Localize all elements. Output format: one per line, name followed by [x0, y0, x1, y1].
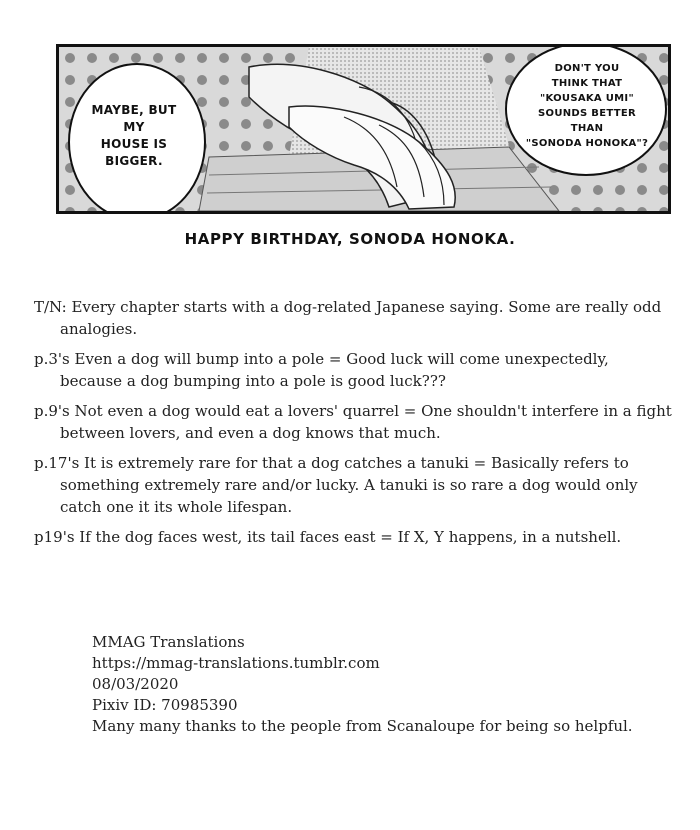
group-url: https://mmag-translations.tumblr.com [92, 654, 380, 672]
thanks-message: Many many thanks to the people from Scanaloupe for being so helpful. [92, 717, 633, 735]
right-bubble-line: THINK THAT [551, 78, 623, 89]
left-bubble-line: MAYBE, BUT MY [91, 103, 177, 134]
birthday-caption: HAPPY BIRTHDAY, SONODA HONOKA. [184, 230, 516, 248]
left-speech-bubble [89, 102, 179, 170]
manga-panel [56, 44, 671, 214]
group-name: MMAG Translations [92, 633, 245, 651]
release-date: 08/03/2020 [92, 675, 179, 693]
note-p9: p.9's Not even a dog would eat a lovers' quarrel = One shouldn't interfere in a fight between lovers, and even a dog knows that much. [34, 402, 672, 442]
credits [92, 632, 652, 737]
note-p17: p.17's It is extremely rare for that a dog catches a tanuki = Basically refers to something extremely rare and/or lucky. A tanuki is so rare a dog would only catch one it its whole lifespan. [34, 454, 638, 516]
left-bubble-line: HOUSE IS [100, 137, 168, 151]
left-bubble-line: BIGGER. [105, 154, 163, 168]
right-bubble-line: "SONODA HONOKA"? [525, 138, 649, 149]
right-bubble-line: DON'T YOU [554, 63, 620, 74]
translator-notes [34, 296, 674, 556]
note-p3: p.3's Even a dog will bump into a pole = Good luck will come unexpectedly, because a dog bumping into a pole is good luck??? [34, 350, 609, 390]
right-bubble-line: SOUNDS BETTER [538, 108, 636, 119]
right-bubble-line: THAN [570, 123, 604, 134]
right-bubble-line: "KOUSAKA UMI" [540, 93, 634, 104]
note-p19: p19's If the dog faces west, its tail faces east = If X, Y happens, in a nutshell. [34, 528, 622, 546]
note-intro: T/N: Every chapter starts with a dog-related Japanese saying. Some are really odd analogies. [34, 298, 662, 338]
pixiv-id: Pixiv ID: 70985390 [92, 696, 238, 714]
right-speech-bubble [517, 61, 657, 151]
